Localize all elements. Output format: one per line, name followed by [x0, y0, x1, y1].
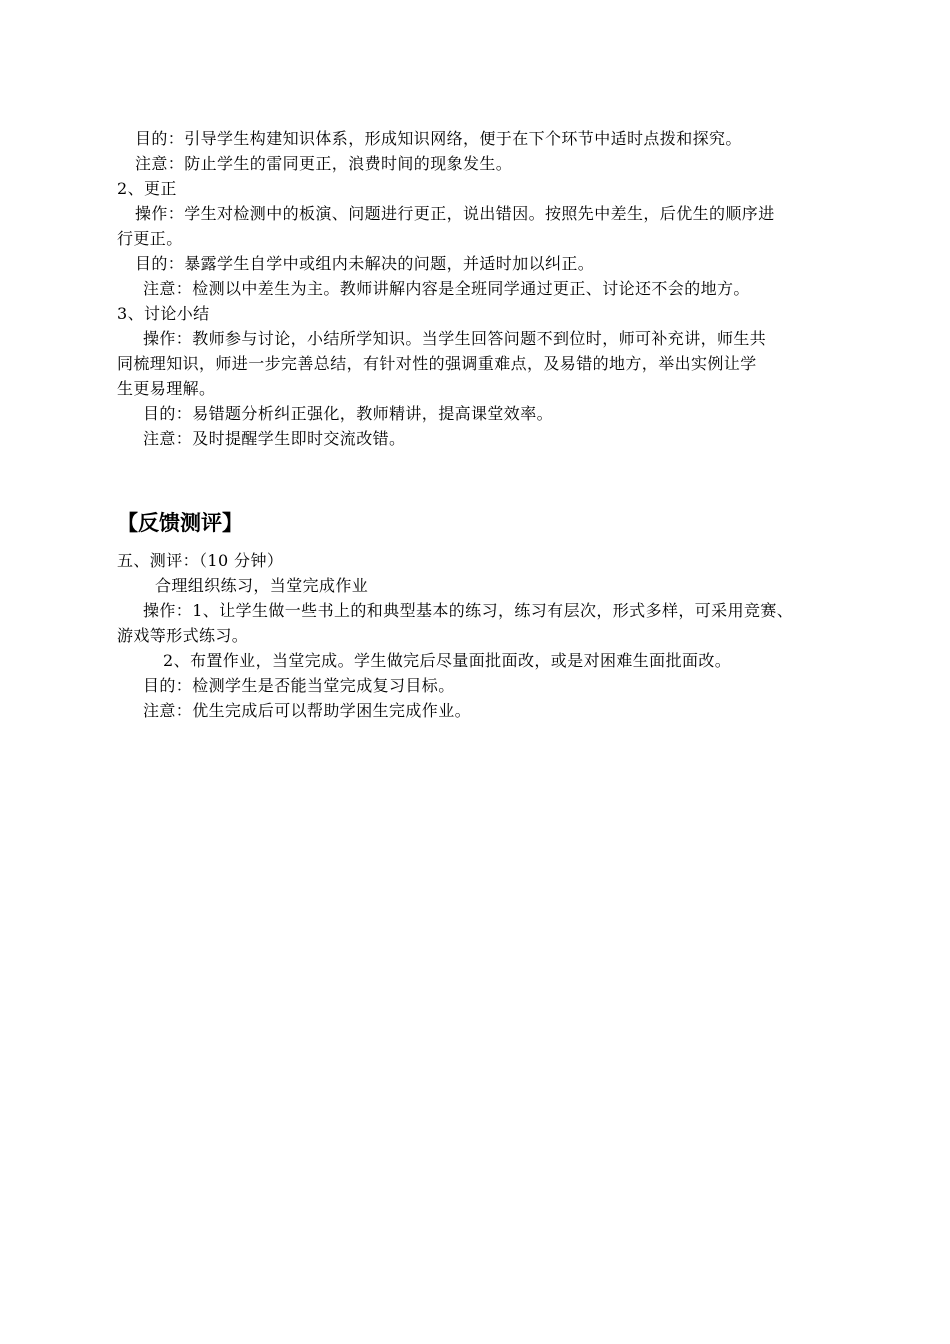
paragraph-line: 注意：及时提醒学生即时交流改错。 — [143, 429, 406, 448]
paragraph-line: 同梳理知识，师进一步完善总结，有针对性的强调重难点，及易错的地方，举出实例让学 — [117, 354, 757, 373]
paragraph-line: 注意：防止学生的雷同更正，浪费时间的现象发生。 — [135, 154, 513, 173]
paragraph-line: 目的：易错题分析纠正强化，教师精讲，提高课堂效率。 — [143, 404, 554, 423]
paragraph-line: 注意：检测以中差生为主。教师讲解内容是全班同学通过更正、讨论还不会的地方。 — [143, 279, 750, 298]
paragraph-line: 生更易理解。 — [117, 379, 216, 398]
paragraph-line: 2、布置作业，当堂完成。学生做完后尽量面批面改，或是对困难生面批面改。 — [163, 651, 732, 670]
subsection-heading: 2、更正 — [117, 179, 177, 198]
paragraph-line: 合理组织练习，当堂完成作业 — [155, 576, 369, 595]
paragraph-line: 目的：检测学生是否能当堂完成复习目标。 — [143, 676, 455, 695]
paragraph-line: 游戏等形式练习。 — [117, 626, 249, 645]
paragraph-line: 目的：引导学生构建知识体系，形成知识网络，便于在下个环节中适时点拨和探究。 — [135, 129, 742, 148]
paragraph-line: 操作：学生对检测中的板演、问题进行更正，说出错因。按照先中差生，后优生的顺序进 — [135, 204, 775, 223]
paragraph-line: 行更正。 — [117, 229, 183, 248]
subsection-heading: 3、讨论小结 — [117, 304, 210, 323]
paragraph-line: 目的：暴露学生自学中或组内未解决的问题，并适时加以纠正。 — [135, 254, 595, 273]
subsection-heading: 五、测评：（10 分钟） — [117, 551, 284, 570]
paragraph-line: 操作：教师参与讨论，小结所学知识。当学生回答问题不到位时，师可补充讲，师生共 — [143, 329, 767, 348]
paragraph-line: 注意：优生完成后可以帮助学困生完成作业。 — [143, 701, 472, 720]
section-heading: 【反馈测评】 — [117, 511, 243, 535]
paragraph-line: 操作：1、让学生做一些书上的和典型基本的练习，练习有层次，形式多样，可采用竞赛、 — [143, 601, 794, 620]
